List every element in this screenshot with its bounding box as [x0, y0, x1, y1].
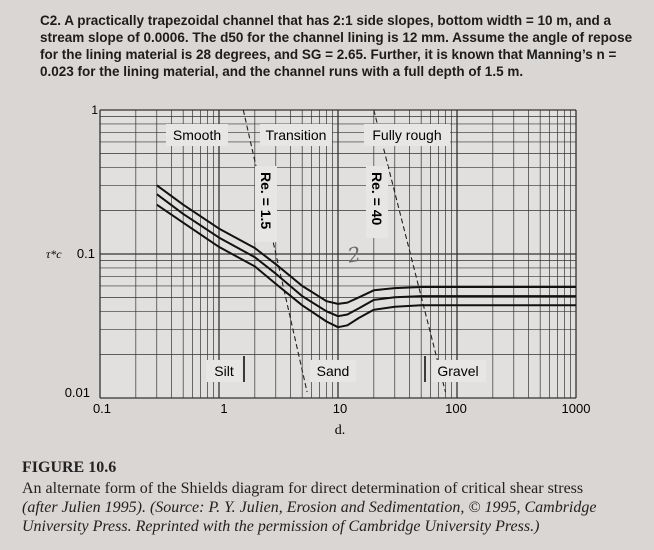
- caption-text: An alternate form of the Shields diagram for direct determination of critical shear stress: [22, 480, 584, 497]
- x-tick-label: 10: [332, 401, 348, 416]
- y-tick-label: 0.01: [64, 385, 90, 400]
- regime-label-fully-rough: Fully rough: [372, 127, 442, 143]
- x-axis-label: d.: [334, 423, 346, 438]
- x-tick-label: 0.1: [92, 401, 112, 416]
- x-tick-label: 1000: [561, 401, 591, 416]
- figure-caption: [22, 458, 642, 536]
- regime-label-transition: Transition: [265, 127, 327, 143]
- caption-text: (after Julien 1995). (Source: P. Y. Julien, Erosion and Sedimentation, © 1995, Cambridge: [22, 499, 597, 516]
- y-axis-label: τ*c: [46, 247, 62, 261]
- problem-line: 0.023 for the lining material, and the channel runs with a full depth of 1.5 m.: [40, 64, 524, 79]
- size-label-sand: Sand: [316, 363, 350, 379]
- reynolds-label-40: Re. = 40: [369, 172, 385, 226]
- y-tick-label: 0.1: [76, 246, 95, 261]
- problem-line: for the lining material is 28 degrees, and SG = 2.65. Further, it is known that Manning’s n =: [40, 47, 617, 62]
- reynolds-label-1-5: Re. = 1.5: [258, 172, 274, 230]
- x-tick-label: 100: [445, 401, 467, 416]
- caption-text: University Press. Reprinted with the permission of Cambridge University Press.): [22, 518, 540, 535]
- x-tick-label: 1: [220, 401, 228, 416]
- figure-label: FIGURE 10.6: [22, 459, 117, 476]
- size-label-gravel: Gravel: [437, 363, 479, 379]
- grid: [100, 110, 576, 398]
- regime-label-smooth: Smooth: [172, 127, 222, 143]
- size-label-silt: Silt: [214, 363, 234, 379]
- y-tick-label: 1: [91, 103, 98, 117]
- handwritten-annotation: 2: [345, 241, 363, 268]
- problem-line: stream slope of 0.0006. The d50 for the channel lining is 12 mm. Assume the angle of repose: [40, 30, 633, 45]
- problem-line: C2. A practically trapezoidal channel that has 2:1 side slopes, bottom width = 10 m, and a: [40, 13, 612, 28]
